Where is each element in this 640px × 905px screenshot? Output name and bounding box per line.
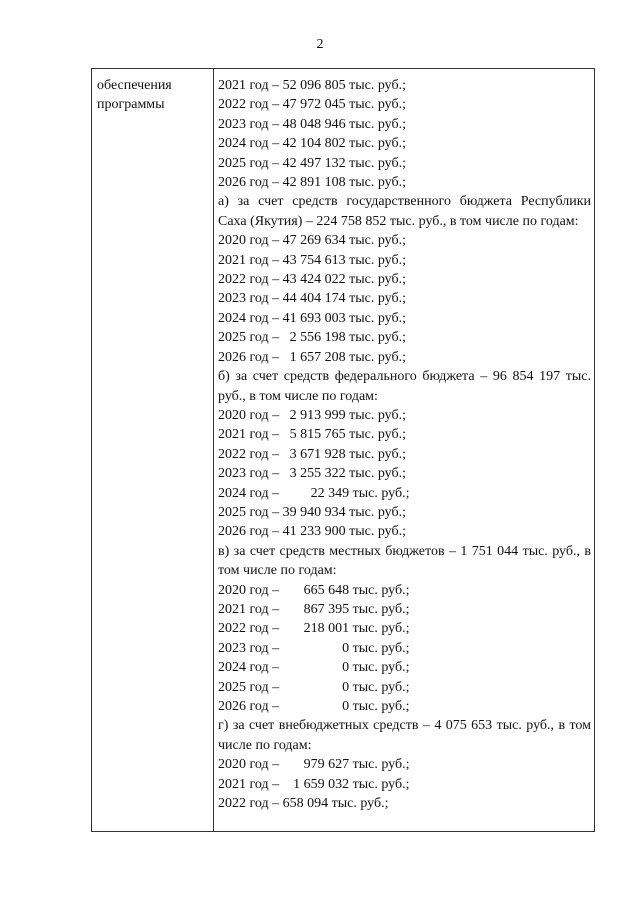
funding-line: 2022 год – 3 671 928 тыс. руб.; [218,446,406,462]
funding-line: 2026 год – 0 тыс. руб.; [218,699,410,714]
funding-source-state-budget: а) за счет средств государственного бюджета Республики Саха (Якутия) – 224 758 852 тыс. руб., в том числе по годам: [218,194,591,229]
funding-line: 2023 год – 48 048 946 тыс. руб.; [218,116,406,132]
funding-line: 2022 год – 43 424 022 тыс. руб.; [218,272,406,288]
funding-line: 2021 год – 52 096 805 тыс. руб.; [218,78,406,93]
funding-line: 2024 год – 0 тыс. руб.; [218,660,410,676]
funding-line: 2023 год – 3 255 322 тыс. руб.; [218,466,406,482]
funding-line: 2022 год – 658 094 тыс. руб.; [218,796,389,812]
funding-line: 2020 год – 979 627 тыс. руб.; [218,757,410,773]
table-left-column [92,69,214,831]
funding-line: 2021 год – 867 395 тыс. руб.; [218,601,410,617]
funding-line: 2024 год – 22 349 тыс. руб.; [218,485,410,501]
funding-line: 2024 год – 41 693 003 тыс. руб.; [218,310,406,326]
funding-line: 2020 год – 665 648 тыс. руб.; [218,582,410,598]
table-right-column [214,69,594,831]
funding-line: 2020 год – 47 269 634 тыс. руб.; [218,233,406,249]
funding-line: 2025 год – 39 940 934 тыс. руб.; [218,504,406,520]
funding-line: 2022 год – 47 972 045 тыс. руб.; [218,97,406,113]
funding-source-local-budgets: в) за счет средств местных бюджетов – 1 751 044 тыс. руб., в том числе по годам: [218,543,591,579]
funding-line: 2026 год – 41 233 900 тыс. руб.; [218,524,406,540]
funding-source-federal-budget: б) за счет средств федерального бюджета – 96 854 197 тыс. руб., в том числе по годам: [218,369,591,404]
row-label-line-1: обеспечения [97,78,172,93]
funding-line: 2022 год – 218 001 тыс. руб.; [218,621,410,637]
funding-line: 2026 год – 1 657 208 тыс. руб.; [218,349,406,365]
funding-line: 2026 год – 42 891 108 тыс. руб.; [218,175,406,191]
funding-line: 2023 год – 0 тыс. руб.; [218,640,410,656]
funding-line: 2024 год – 42 104 802 тыс. руб.; [218,136,406,152]
row-label-line-2: программы [97,97,165,113]
funding-line: 2025 год – 2 556 198 тыс. руб.; [218,330,406,346]
funding-source-extrabudgetary: г) за счет внебюджетных средств – 4 075 653 тыс. руб., в том числе по годам: [218,718,591,753]
funding-line: 2025 год – 42 497 132 тыс. руб.; [218,155,406,171]
page-number: 2 [316,37,324,52]
funding-line: 2023 год – 44 404 174 тыс. руб.; [218,291,406,307]
funding-line: 2021 год – 5 815 765 тыс. руб.; [218,427,406,443]
funding-table [91,68,595,832]
funding-line: 2021 год – 43 754 613 тыс. руб.; [218,252,406,268]
funding-line: 2021 год – 1 659 032 тыс. руб.; [218,776,410,792]
funding-line: 2025 год – 0 тыс. руб.; [218,679,410,695]
funding-line: 2020 год – 2 913 999 тыс. руб.; [218,407,406,423]
